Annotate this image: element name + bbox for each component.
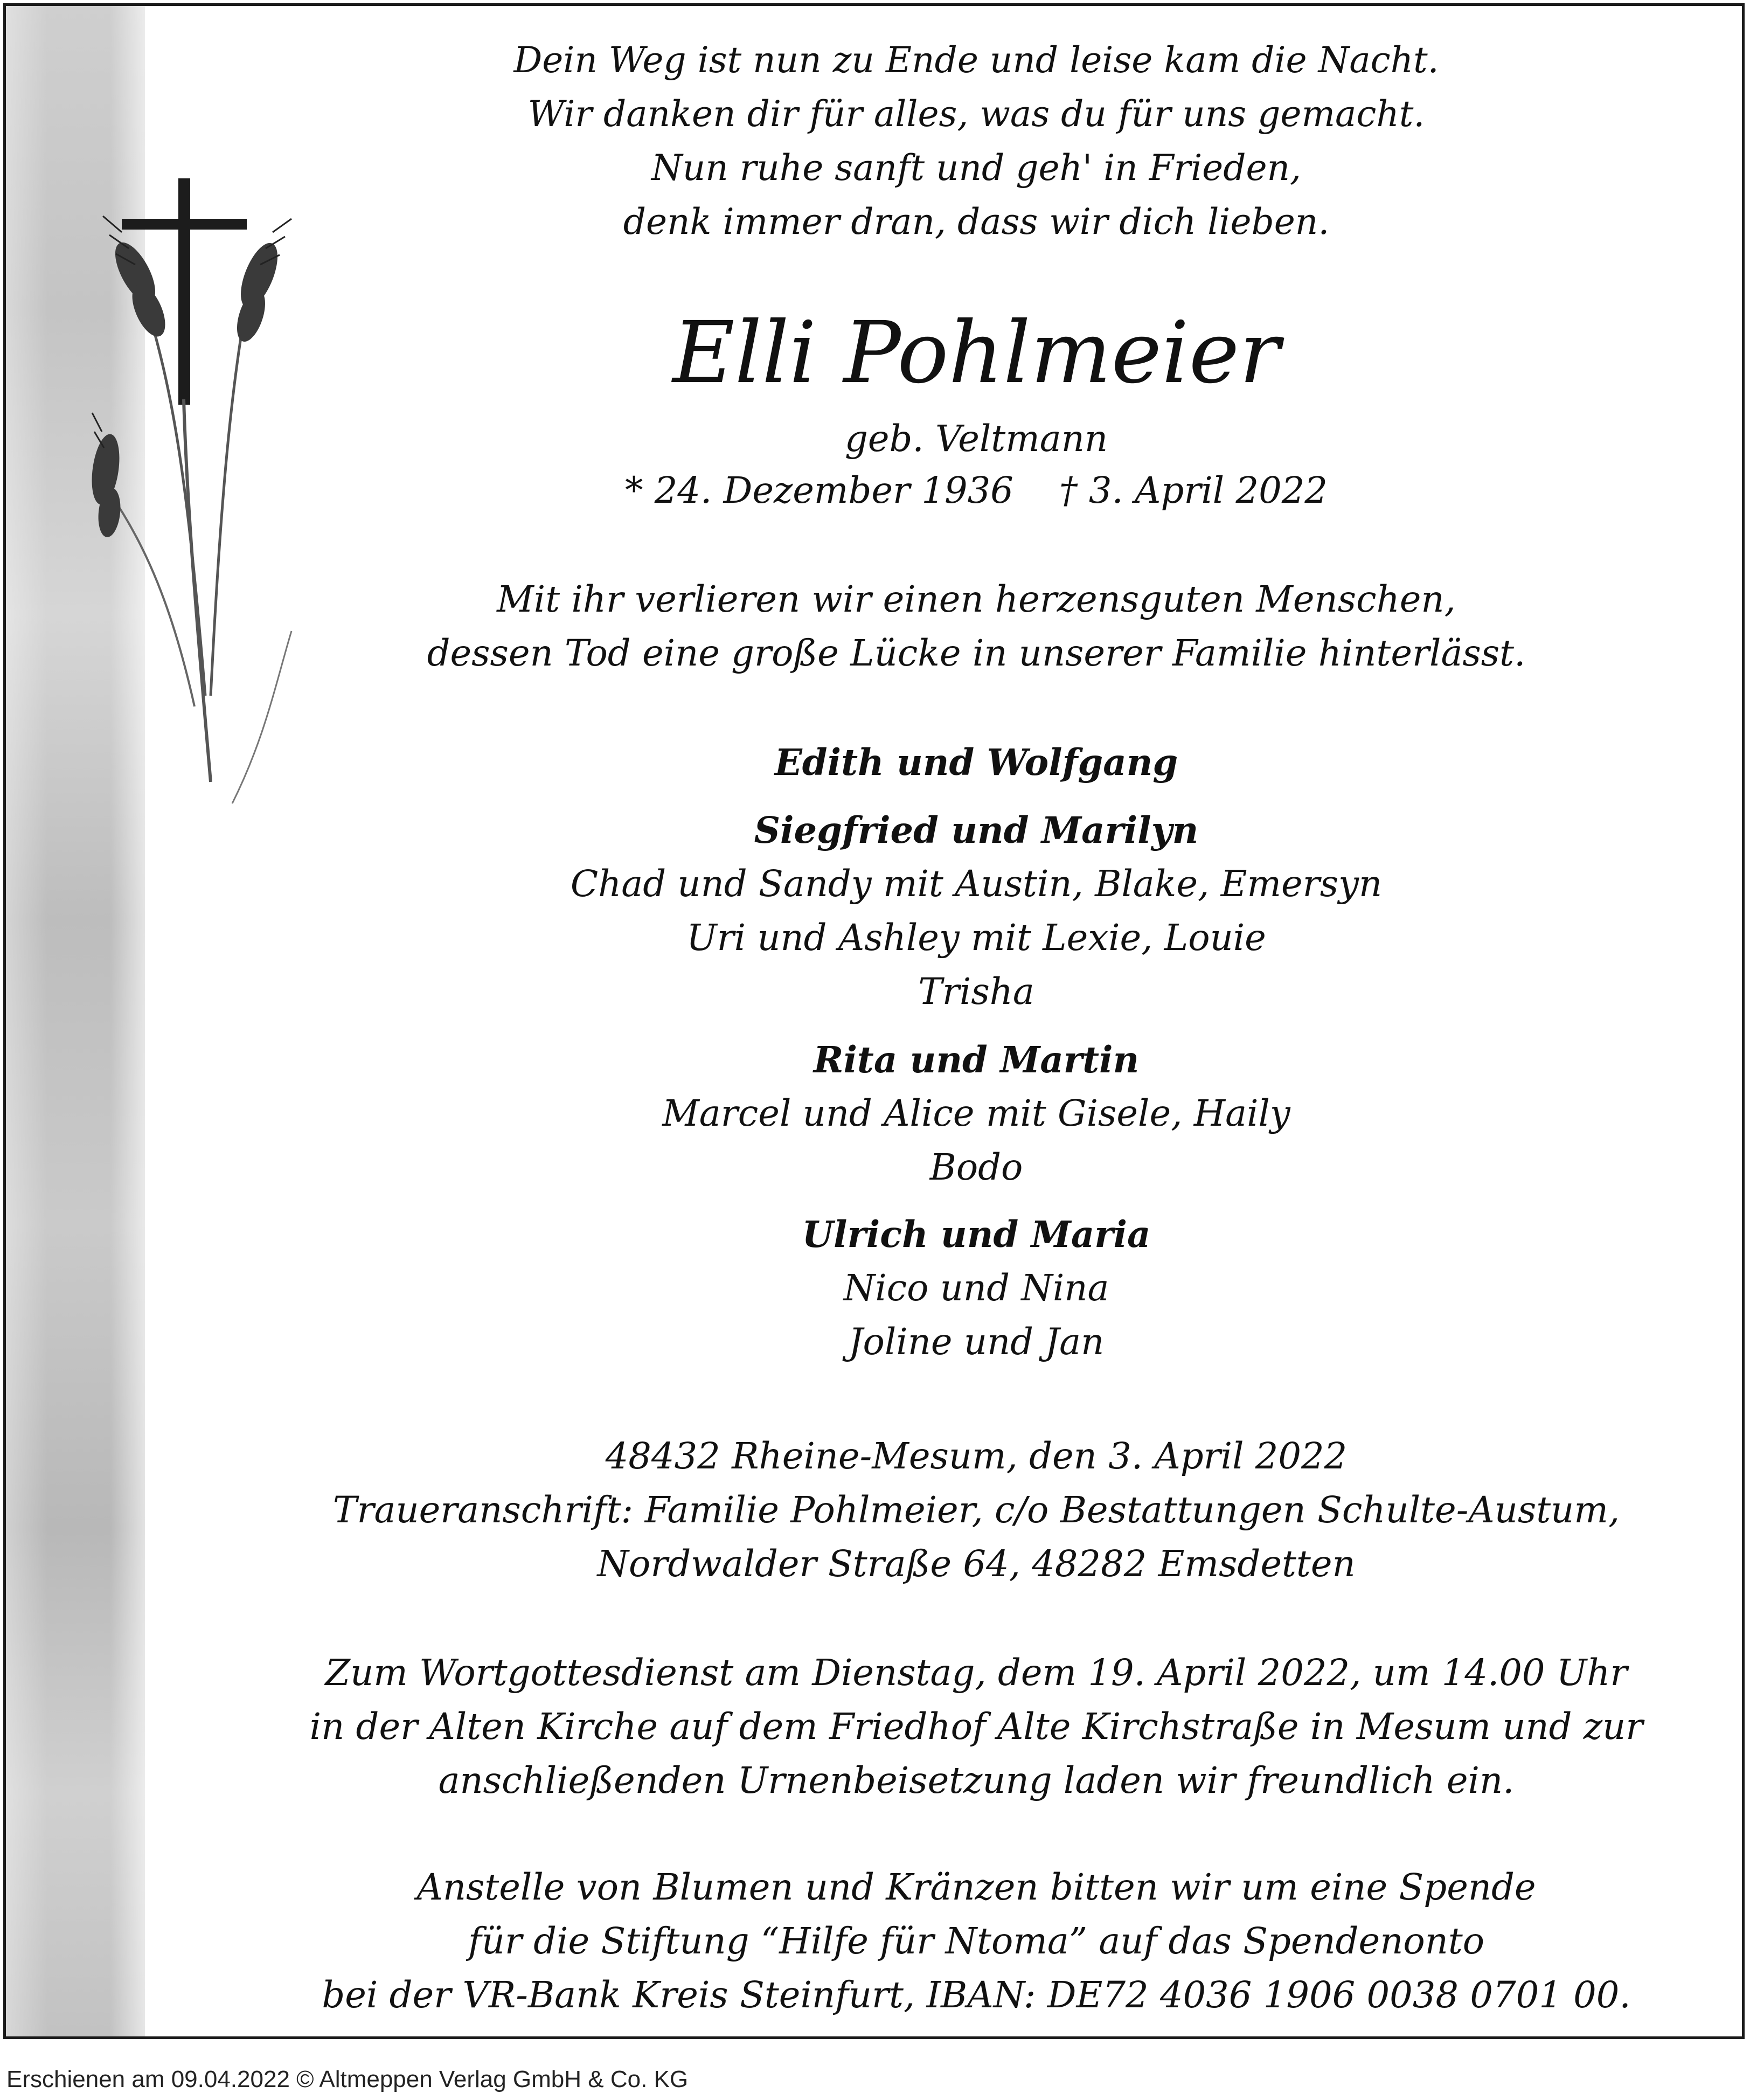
family-couple: Ulrich und Maria (802, 1213, 1151, 1256)
family-couple: Siegfried und Marilyn (754, 809, 1199, 851)
address-line: 48432 Rheine-Mesum, den 3. April 2022 (605, 1435, 1348, 1477)
family-descendant: Joline und Jan (848, 1321, 1105, 1363)
tribute-line: dessen Tod eine große Lücke in unserer Familie hinterlässt. (427, 632, 1526, 674)
family-descendant: Nico und Nina (843, 1267, 1109, 1309)
family-descendant: Bodo (929, 1146, 1023, 1188)
donation-line: für die Stiftung “Hilfe für Ntoma” auf das Spendenonto (468, 1920, 1485, 1962)
family-couple: Edith und Wolfgang (774, 741, 1178, 784)
address-line: Traueranschrift: Familie Pohlmeier, c/o Bestattungen Schulte-Austum, (332, 1489, 1620, 1531)
family-descendant: Chad und Sandy mit Austin, Blake, Emersyn (570, 863, 1383, 905)
maiden-name: geb. Veltmann (844, 418, 1108, 460)
obituary-notice (3, 3, 1745, 2039)
service-line: anschließenden Urnenbeisetzung laden wir freundlich ein. (438, 1759, 1515, 1801)
family-descendant: Uri und Ashley mit Lexie, Louie (686, 917, 1266, 959)
family-descendant: Marcel und Alice mit Gisele, Haily (662, 1092, 1290, 1134)
verse-line: Wir danken dir für alles, was du für uns gemacht. (527, 93, 1425, 135)
publication-footer: Erschienen am 09.04.2022 © Altmeppen Verlag GmbH & Co. KG (6, 2066, 689, 2092)
service-line: Zum Wortgottesdienst am Dienstag, dem 19. April 2022, um 14.00 Uhr (325, 1652, 1628, 1694)
verse-line: denk immer dran, dass wir dich lieben. (623, 201, 1330, 242)
donation-line: Anstelle von Blumen und Kränzen bitten wir um eine Spende (416, 1866, 1536, 1908)
tribute-line: Mit ihr verlieren wir einen herzensguten Menschen, (497, 578, 1456, 620)
donation-line: bei der VR-Bank Kreis Steinfurt, IBAN: DE72 4036 1906 0038 0701 00. (322, 1974, 1631, 2016)
family-couple: Rita und Martin (813, 1038, 1140, 1081)
deceased-name: Elli Pohlmeier (672, 303, 1280, 403)
verse-line: Dein Weg ist nun zu Ende und leise kam die Nacht. (513, 39, 1439, 81)
life-dates: * 24. Dezember 1936 † 3. April 2022 (624, 469, 1328, 511)
service-line: in der Alten Kirche auf dem Friedhof Alte Kirchstraße in Mesum und zur (309, 1706, 1643, 1748)
verse-line: Nun ruhe sanft und geh' in Frieden, (651, 147, 1302, 189)
family-descendant: Trisha (918, 971, 1034, 1013)
address-line: Nordwalder Straße 64, 48282 Emsdetten (597, 1543, 1356, 1585)
